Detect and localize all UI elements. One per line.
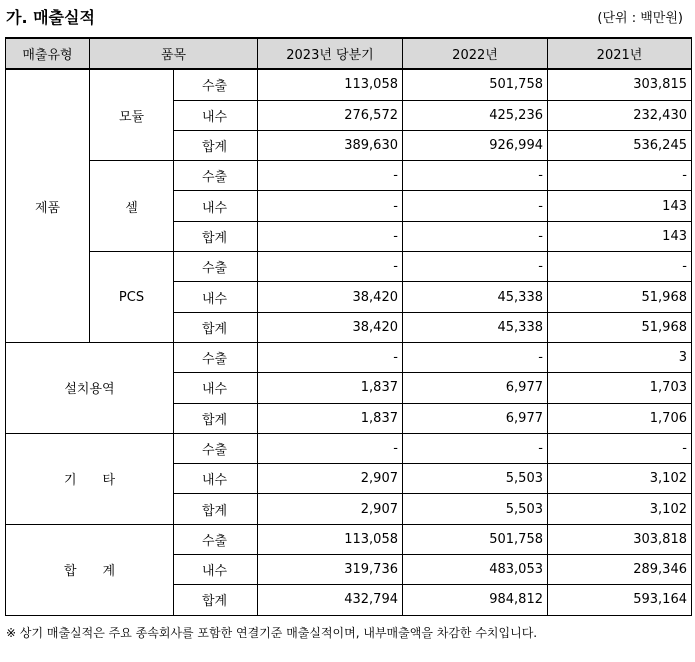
value-cell: 3,102 [548, 464, 692, 494]
value-cell: 232,430 [548, 100, 692, 130]
value-cell: - [403, 221, 548, 251]
value-cell: 501,758 [403, 69, 548, 100]
table-row [6, 524, 692, 554]
value-cell: 984,812 [403, 585, 548, 615]
header-sales-type: 매출유형 [6, 38, 90, 69]
value-cell: - [548, 433, 692, 463]
value-cell: 5,503 [403, 464, 548, 494]
row-label-cell: 수출 [174, 524, 258, 554]
value-cell: 45,338 [403, 312, 548, 342]
value-cell: - [403, 161, 548, 191]
value-cell: - [403, 252, 548, 282]
row-label-cell: 합계 [174, 494, 258, 524]
value-cell: 51,968 [548, 312, 692, 342]
value-cell: 303,818 [548, 524, 692, 554]
value-cell: - [258, 191, 403, 221]
value-cell: 38,420 [258, 282, 403, 312]
row-label-cell: 합계 [174, 585, 258, 615]
value-cell: 113,058 [258, 69, 403, 100]
value-cell: 45,338 [403, 282, 548, 312]
value-cell: - [403, 433, 548, 463]
section-title: 가. 매출실적 [6, 8, 95, 27]
row-label-cell: 합계 [174, 403, 258, 433]
value-cell: 2,907 [258, 494, 403, 524]
value-cell: 143 [548, 191, 692, 221]
value-cell: - [258, 342, 403, 372]
header-2021: 2021년 [548, 38, 692, 69]
value-cell: 389,630 [258, 130, 403, 160]
value-cell: 425,236 [403, 100, 548, 130]
value-cell: 319,736 [258, 555, 403, 585]
value-cell: - [403, 191, 548, 221]
value-cell: 1,837 [258, 373, 403, 403]
table-header-row [6, 38, 692, 69]
value-cell: 926,994 [403, 130, 548, 160]
unit-label: (단위 : 백만원) [597, 11, 683, 26]
value-cell: 113,058 [258, 524, 403, 554]
value-cell: 38,420 [258, 312, 403, 342]
sales-type-cell: 합 계 [6, 524, 174, 615]
item-name-cell: PCS [90, 252, 174, 343]
value-cell: 501,758 [403, 524, 548, 554]
value-cell: 536,245 [548, 130, 692, 160]
value-cell: 51,968 [548, 282, 692, 312]
table-row [6, 161, 692, 191]
value-cell: 3,102 [548, 494, 692, 524]
row-label-cell: 수출 [174, 161, 258, 191]
value-cell: 2,907 [258, 464, 403, 494]
sales-type-cell: 기 타 [6, 433, 174, 524]
row-label-cell: 내수 [174, 373, 258, 403]
value-cell: - [548, 252, 692, 282]
value-cell: 143 [548, 221, 692, 251]
header-2022: 2022년 [403, 38, 548, 69]
value-cell: 1,703 [548, 373, 692, 403]
item-name-cell: 셀 [90, 161, 174, 252]
value-cell: 6,977 [403, 403, 548, 433]
table-row [6, 433, 692, 463]
value-cell: 432,794 [258, 585, 403, 615]
table-row [6, 342, 692, 372]
row-label-cell: 합계 [174, 130, 258, 160]
value-cell: 483,053 [403, 555, 548, 585]
value-cell: 289,346 [548, 555, 692, 585]
row-label-cell: 내수 [174, 282, 258, 312]
header-item: 품목 [90, 38, 258, 69]
row-label-cell: 수출 [174, 433, 258, 463]
row-label-cell: 합계 [174, 312, 258, 342]
value-cell: 1,837 [258, 403, 403, 433]
value-cell: 593,164 [548, 585, 692, 615]
value-cell: - [403, 342, 548, 372]
value-cell: 276,572 [258, 100, 403, 130]
row-label-cell: 수출 [174, 69, 258, 100]
value-cell: 5,503 [403, 494, 548, 524]
value-cell: 6,977 [403, 373, 548, 403]
row-label-cell: 내수 [174, 191, 258, 221]
value-cell: - [548, 161, 692, 191]
sales-table [5, 37, 692, 616]
sales-type-cell: 제품 [6, 69, 90, 342]
table-row [6, 69, 692, 100]
value-cell: 303,815 [548, 69, 692, 100]
value-cell: - [258, 161, 403, 191]
row-label-cell: 내수 [174, 555, 258, 585]
sales-type-cell: 설치용역 [6, 342, 174, 433]
row-label-cell: 합계 [174, 221, 258, 251]
value-cell: 1,706 [548, 403, 692, 433]
item-name-cell: 모듈 [90, 69, 174, 160]
value-cell: - [258, 221, 403, 251]
row-label-cell: 수출 [174, 342, 258, 372]
footnote: ※ 상기 매출실적은 주요 종속회사를 포함한 연결기준 매출실적이며, 내부매출액을 차감한 수치입니다. [6, 626, 538, 640]
table-row [6, 252, 692, 282]
row-label-cell: 내수 [174, 464, 258, 494]
value-cell: - [258, 252, 403, 282]
row-label-cell: 내수 [174, 100, 258, 130]
header-2023q: 2023년 당분기 [258, 38, 403, 69]
value-cell: - [258, 433, 403, 463]
row-label-cell: 수출 [174, 252, 258, 282]
value-cell: 3 [548, 342, 692, 372]
table-body [6, 69, 692, 615]
